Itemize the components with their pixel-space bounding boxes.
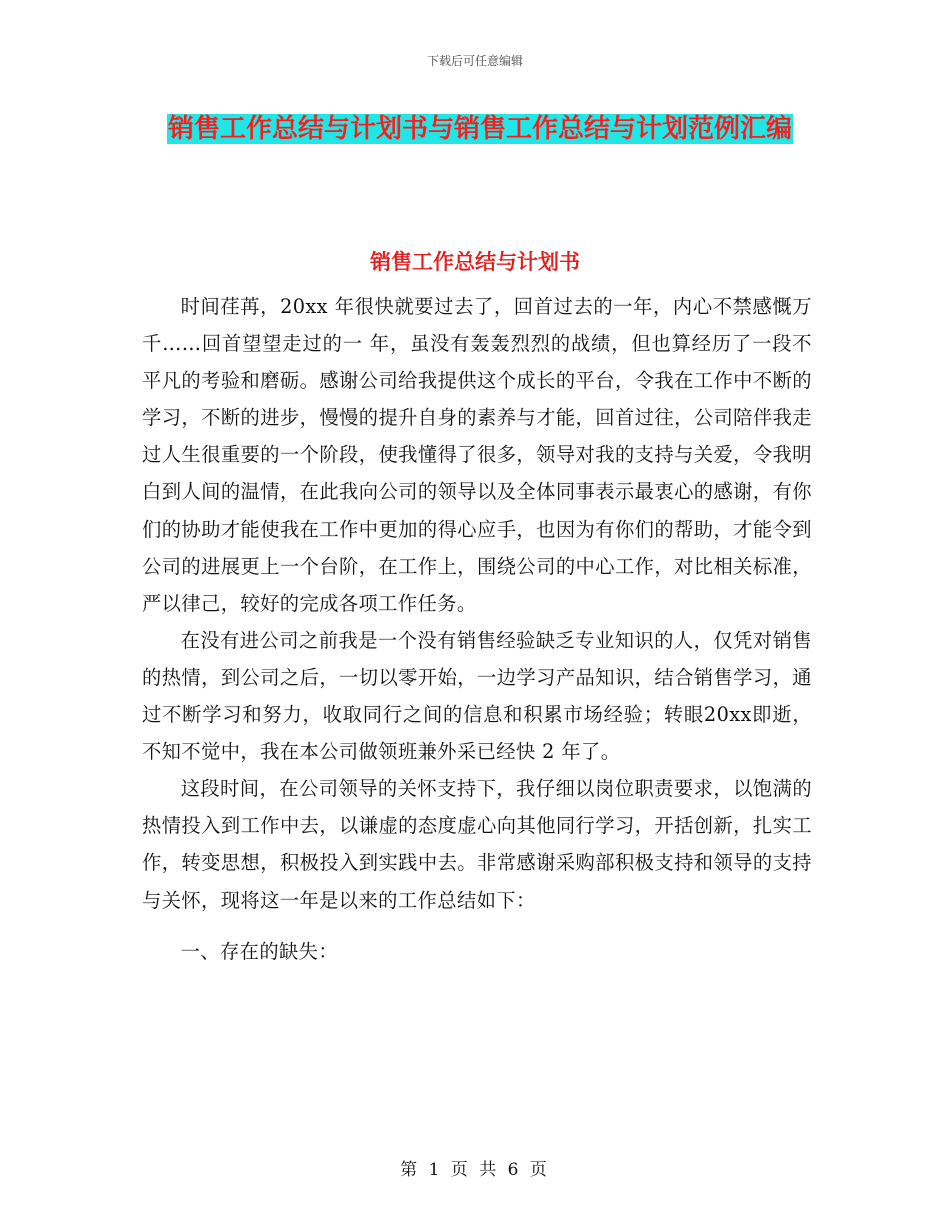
paragraph-2: 在没有进公司之前我是一个没有销售经验缺乏专业知识的人，仅凭对销售的热情，到公司之后，一切以零开始，一边学习产品知识，结合销售学习，通过不断学习和努力，收取同行之间的信息和积累市场经验；转眼20xx即逝，不知不觉中，我在本公司做领班兼外采已经快 2 年了。 [142,628,812,764]
header-note: 下载后可任意编辑 [426,54,523,68]
section-heading: 一、存在的缺失： [180,939,339,963]
document-title [140,106,820,152]
paragraph-3: 这段时间，在公司领导的关怀支持下，我仔细以岗位职责要求，以饱满的热情投入到工作中去，以谦虚的态度虚心向其他同行学习，开括创新，扎实工作，转变思想，积极投入到实践中去。非常感谢采购部积极支持和领导的支持与关怀，现将这一年是以来的工作总结如下： [142,777,812,912]
document-body [142,288,812,970]
page-number: 第 1 页 共 6 页 [400,1160,550,1180]
paragraph-1: 时间荏苒，20xx 年很快就要过去了，回首过去的一年，内心不禁感慨万千……回首望望走过的一 年，虽没有轰轰烈烈的战绩，但也算经历了一段不平凡的考验和磨砺。感谢公司给我提供这个成长的平台，令我在工作中不断的学习，不断的进步，慢慢的提升自身的素养与才能，回首过往，公司陪伴我走过人生很重要的一个阶段，使我懂得了很多，领导对我的支持与关爱，令我明白到人间的温情，在此我向公司的领导以及全体同事表示最衷心的感谢，有你们的协助才能使我在工作中更加的得心应手，也因为有你们的帮助，才能令到公司的进展更上一个台阶，在工作上，围绕公司的中心工作，对比相关标准，严以律己，较好的完成各项工作任务。 [142,295,812,615]
document-title-text: 销售工作总结与计划书与销售工作总结与计划范例汇编 [167,114,792,144]
section-title: 销售工作总结与计划书 [370,250,580,274]
